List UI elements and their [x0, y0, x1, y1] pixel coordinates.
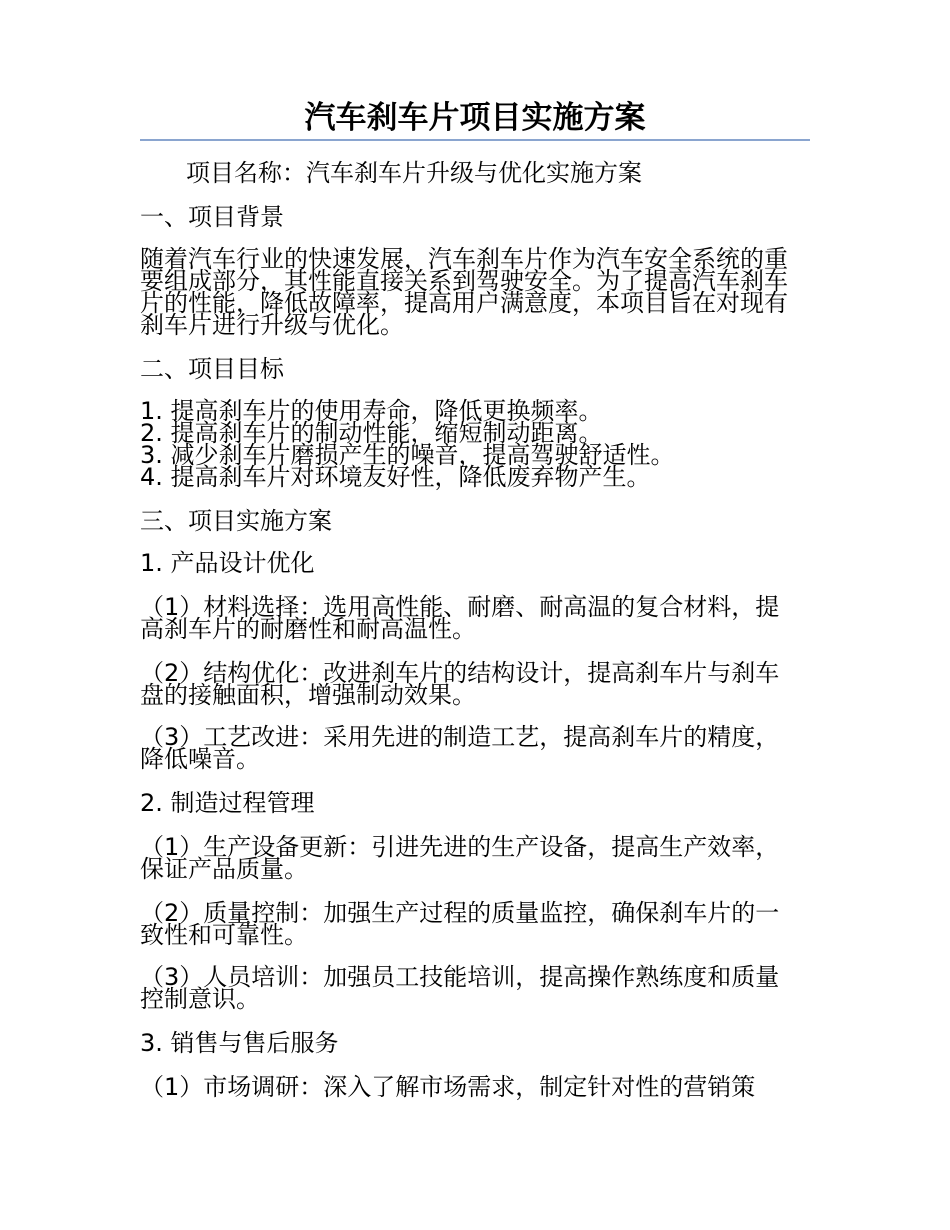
section-heading-plan: 三、项目实施方案	[140, 507, 332, 535]
design-para-1-line-2: 高刹车片的耐磨性和耐高温性。	[140, 615, 476, 643]
design-para-3-line-1: （3）工艺改进：采用先进的制造工艺，提高刹车片的精度，	[140, 723, 780, 751]
goal-item-2: 2. 提高刹车片的制动性能，缩短制动距离。	[140, 419, 603, 447]
background-line-4: 刹车片进行升级与优化。	[140, 311, 404, 339]
manufacturing-para-3-line-2: 控制意识。	[140, 985, 260, 1013]
section-heading-background: 一、项目背景	[140, 203, 284, 231]
manufacturing-para-2-line-2: 致性和可靠性。	[140, 921, 308, 949]
design-para-2-line-1: （2）结构优化：改进刹车片的结构设计，提高刹车片与刹车	[140, 659, 780, 687]
subsection-heading-design: 1. 产品设计优化	[140, 549, 315, 577]
section-heading-goals: 二、项目目标	[140, 355, 284, 383]
background-line-1: 随着汽车行业的快速发展，汽车刹车片作为汽车安全系统的重	[140, 245, 788, 273]
subsection-heading-manufacturing: 2. 制造过程管理	[140, 789, 315, 817]
goal-item-3: 3. 减少刹车片磨损产生的噪音，提高驾驶舒适性。	[140, 441, 675, 469]
design-para-1-line-1: （1）材料选择：选用高性能、耐磨、耐高温的复合材料，提	[140, 593, 780, 621]
sales-para-1-line-1: （1）市场调研：深入了解市场需求，制定针对性的营销策	[140, 1073, 756, 1101]
background-line-2: 要组成部分，其性能直接关系到驾驶安全。为了提高汽车刹车	[140, 267, 788, 295]
title-underline	[140, 139, 810, 141]
project-name: 项目名称：汽车刹车片升级与优化实施方案	[186, 159, 642, 187]
manufacturing-para-1-line-2: 保证产品质量。	[140, 855, 308, 883]
manufacturing-para-1-line-1: （1）生产设备更新：引进先进的生产设备，提高生产效率，	[140, 833, 780, 861]
goal-item-4: 4. 提高刹车片对环境友好性，降低废弃物产生。	[140, 463, 651, 491]
subsection-heading-sales: 3. 销售与售后服务	[140, 1029, 339, 1057]
design-para-3-line-2: 降低噪音。	[140, 745, 260, 773]
design-para-2-line-2: 盘的接触面积，增强制动效果。	[140, 681, 476, 709]
manufacturing-para-2-line-1: （2）质量控制：加强生产过程的质量监控，确保刹车片的一	[140, 899, 780, 927]
document-title: 汽车刹车片项目实施方案	[304, 100, 646, 136]
goal-item-1: 1. 提高刹车片的使用寿命，降低更换频率。	[140, 397, 603, 425]
manufacturing-para-3-line-1: （3）人员培训：加强员工技能培训，提高操作熟练度和质量	[140, 963, 780, 991]
background-line-3: 片的性能，降低故障率，提高用户满意度，本项目旨在对现有	[140, 289, 788, 317]
